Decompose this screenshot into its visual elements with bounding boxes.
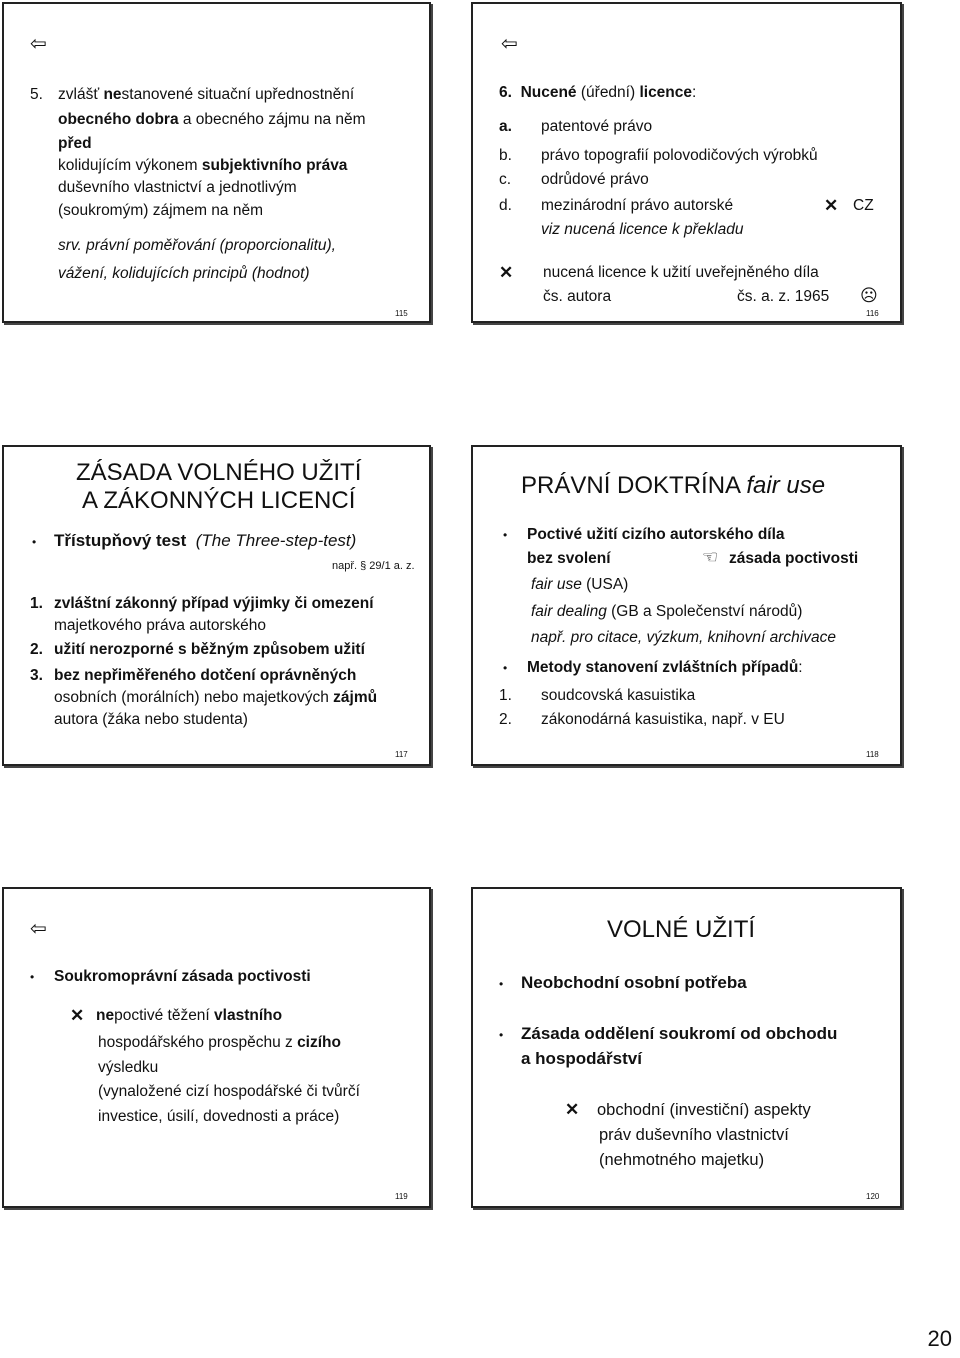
item-number: 3. <box>30 667 43 684</box>
text-line: Metody stanovení zvláštních případů: <box>527 659 803 676</box>
slide-115 <box>2 2 431 323</box>
text-line: čs. a. z. 1965 <box>737 288 830 305</box>
country-code: CZ <box>853 197 874 214</box>
cross-icon: ✕ <box>565 1100 580 1119</box>
text-line: osobních (morálních) nebo majetkových zájmů <box>54 689 378 706</box>
text-line: viz nucená licence k překladu <box>541 221 744 238</box>
bullet-icon: • <box>30 970 35 984</box>
slide-number: 116 <box>866 309 879 318</box>
text-line: zvláštní zákonný případ výjimky či omezení <box>54 595 374 612</box>
item-number: 1. <box>499 687 512 704</box>
back-arrow-icon: ⇦ <box>501 33 518 55</box>
back-arrow-icon: ⇦ <box>30 918 47 940</box>
text-line: obchodní (investiční) aspekty <box>597 1101 811 1119</box>
slide-116 <box>471 2 902 323</box>
bullet-icon: • <box>503 661 508 675</box>
reference: např. § 29/1 a. z. <box>332 560 415 572</box>
text-line: zásada poctivosti <box>729 550 859 567</box>
back-arrow-icon: ⇦ <box>30 33 47 55</box>
cross-icon: ✕ <box>499 263 514 282</box>
item-number: 1. <box>30 595 43 612</box>
slide-117 <box>2 445 431 766</box>
text-line: zákonodárná kasuistika, např. v EU <box>541 711 785 728</box>
text-line: (soukromým) zájmem na něm <box>58 202 263 219</box>
text-line: práv duševního vlastnictví <box>599 1126 789 1144</box>
sad-face-icon: ☹ <box>860 286 878 305</box>
slide-title: A ZÁKONNÝCH LICENCÍ <box>82 487 356 514</box>
slide-number: 115 <box>395 309 408 318</box>
slide-number: 119 <box>395 1192 408 1201</box>
text-line: (vynaložené cizí hospodářské či tvůrčí <box>98 1083 360 1100</box>
text-line: zvlášť nestanovené situační upřednostnění <box>58 86 355 103</box>
list-mark: d. <box>499 197 512 214</box>
text-line: investice, úsilí, dovednosti a práce) <box>98 1108 340 1125</box>
bullet-icon: • <box>499 1028 504 1042</box>
text-line: Soukromoprávní zásada poctivosti <box>54 968 311 985</box>
text-line: (nehmotného majetku) <box>599 1151 765 1169</box>
text-line: výsledku <box>98 1059 159 1076</box>
text-line: srv. právní poměřování (proporcionalitu), <box>58 237 336 254</box>
slide-120 <box>471 887 902 1208</box>
list-mark: a. <box>499 118 512 135</box>
text-line: kolidujícím výkonem subjektivního práva <box>58 157 348 174</box>
text-line: autora (žáka nebo studenta) <box>54 711 248 728</box>
slide-number: 118 <box>866 750 879 759</box>
slide-118 <box>471 445 902 766</box>
list-item: právo topografií polovodičových výrobků <box>541 147 818 164</box>
slide-119 <box>2 887 431 1208</box>
text-line: čs. autora <box>543 288 612 305</box>
text-line: a hospodářství <box>521 1049 642 1068</box>
text-line: soudcovská kasuistika <box>541 687 696 704</box>
list-item: odrůdové právo <box>541 171 649 188</box>
list-item: patentové právo <box>541 118 653 135</box>
slide-title: ZÁSADA VOLNÉHO UŽITÍ <box>76 459 362 486</box>
text-line: Zásada oddělení soukromí od obchodu <box>521 1024 838 1043</box>
text-line: před <box>58 135 92 152</box>
slide-number: 117 <box>395 750 408 759</box>
bullet-icon: • <box>503 528 508 542</box>
text-line: fair dealing (GB a Společenství národů) <box>531 603 803 620</box>
list-mark: c. <box>499 171 512 188</box>
cross-icon: ✕ <box>70 1006 85 1025</box>
cross-icon: ✕ <box>824 196 839 215</box>
text-line: majetkového práva autorského <box>54 617 266 634</box>
slide-number: 120 <box>866 1192 880 1201</box>
text-line: fair use (USA) <box>531 576 629 593</box>
text-line: Neobchodní osobní potřeba <box>521 973 747 992</box>
slide-title: VOLNÉ UŽITÍ <box>607 916 756 943</box>
text-line: Poctivé užití cizího autorského díla <box>527 526 785 543</box>
text-line: bez nepřiměřeného dotčení oprávněných <box>54 667 357 684</box>
text-line: nepoctivé těžení vlastního <box>96 1007 283 1024</box>
bullet-icon: • <box>32 535 37 549</box>
text-line: bez svolení <box>527 550 611 567</box>
slide-title: PRÁVNÍ DOKTRÍNA fair use <box>521 472 826 499</box>
item-number: 2. <box>30 641 43 658</box>
text-line: obecného dobra a obecného zájmu na něm <box>58 111 366 128</box>
item-number: 5. <box>30 86 43 103</box>
text-line: duševního vlastnictví a jednotlivým <box>58 179 297 196</box>
text-line: Třístupňový test (The Three-step-test) <box>54 531 357 550</box>
text-line: užití nerozporné s běžným způsobem užití <box>54 641 365 658</box>
pointing-hand-icon: ☜ <box>702 547 719 567</box>
text-line: nucená licence k užití uveřejněného díla <box>543 264 819 281</box>
list-mark: b. <box>499 147 512 164</box>
text-line: např. pro citace, výzkum, knihovní archivace <box>531 629 836 646</box>
item-number: 2. <box>499 711 512 728</box>
heading-line: 6. Nucené (úřední) licence: <box>499 84 697 101</box>
text-line: vážení, kolidujících principů (hodnot) <box>58 265 310 282</box>
list-item: mezinárodní právo autorské <box>541 197 734 214</box>
page-number: 20 <box>927 1326 952 1351</box>
bullet-icon: • <box>499 977 504 991</box>
text-line: hospodářského prospěchu z cizího <box>98 1034 341 1051</box>
